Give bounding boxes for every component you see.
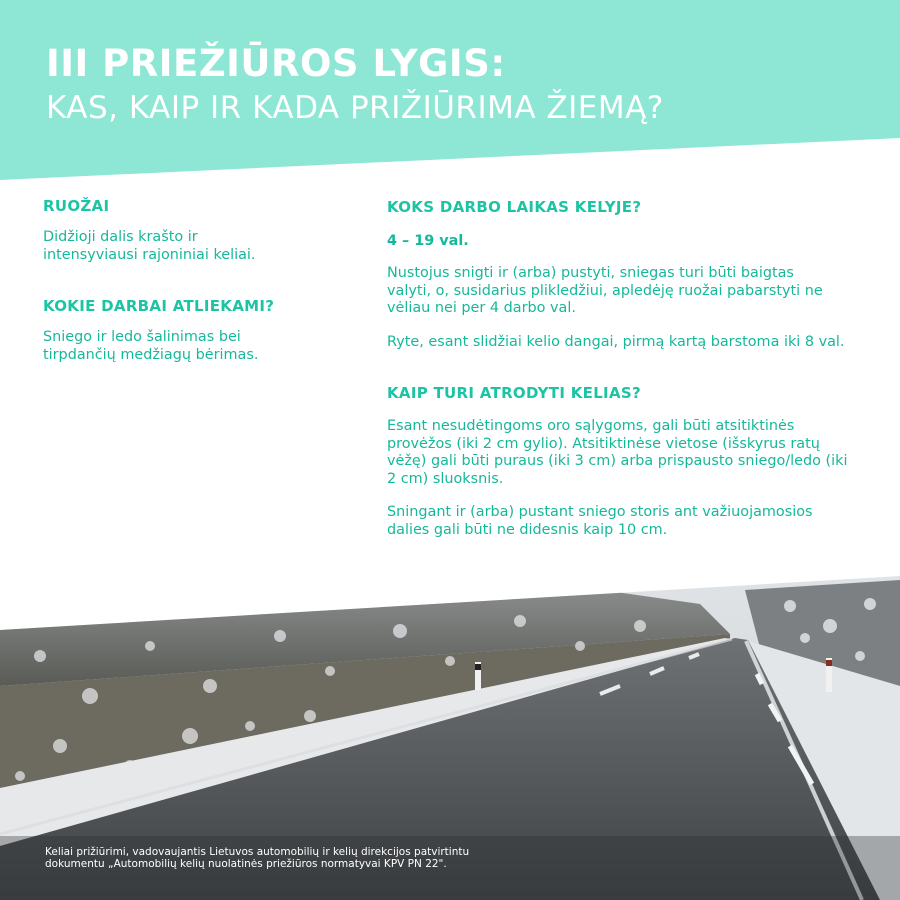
works-heading: KOKIE DARBAI ATLIEKAMI? xyxy=(43,297,275,315)
work-time-paragraph-1 xyxy=(387,265,823,318)
sections-text-line: Didžioji dalis krašto ir xyxy=(43,229,198,245)
page-title: III PRIEŽIŪROS LYGIS: xyxy=(46,42,506,85)
footnote xyxy=(45,846,605,870)
sections-heading: RUOŽAI xyxy=(43,197,110,215)
works-text-line: Sniego ir ledo šalinimas bei xyxy=(43,329,241,345)
paragraph-line: vėžę) gali būti puraus (iki 3 cm) arba prispausto sniego/ledo (iki xyxy=(387,453,848,469)
paragraph-line: dalies gali būti ne didesnis kaip 10 cm. xyxy=(387,521,668,538)
sections-text xyxy=(43,229,256,264)
work-time-paragraph-2: Ryte, esant slidžiai kelio dangai, pirmą kartą barstoma iki 8 val. xyxy=(387,334,845,350)
sections-text-line: intensyviausi rajoniniai keliai. xyxy=(43,246,256,263)
paragraph-line: vėliau nei per 4 darbo val. xyxy=(387,300,576,316)
paragraph-line: provėžos (iki 2 cm gylio). Atsitiktinėse vietose (išskyrus ratų xyxy=(387,435,820,452)
road-look-paragraph-1 xyxy=(387,418,847,488)
work-time-value: 4 – 19 val. xyxy=(387,233,469,249)
footnote-line: Keliai prižiūrimi, vadovaujantis Lietuvos automobilių ir kelių direkcijos patvirtintu xyxy=(45,846,470,858)
paragraph-line: 2 cm) sluoksnis. xyxy=(387,470,504,487)
road-look-paragraph-2 xyxy=(387,504,813,539)
paragraph-line: Esant nesudėtingoms oro sąlygoms, gali būti atsitiktinės xyxy=(387,418,795,434)
paragraph-line: valyti, o, susidarius plikledžiui, apledėję ruožai pabarstyti ne xyxy=(387,282,823,299)
work-time-heading: KOKS DARBO LAIKAS KELYJE? xyxy=(387,198,642,216)
works-text-line: tirpdančių medžiagų bėrimas. xyxy=(43,346,259,363)
road-look-heading: KAIP TURI ATRODYTI KELIAS? xyxy=(387,384,641,402)
works-text xyxy=(43,329,258,364)
page-subtitle: KAS, KAIP IR KADA PRIŽIŪRIMA ŽIEMĄ? xyxy=(46,90,664,126)
paragraph-line: Sningant ir (arba) pustant sniego storis ant važiuojamosios xyxy=(387,504,813,520)
paragraph-line: Nustojus snigti ir (arba) pustyti, sniegas turi būti baigtas xyxy=(387,265,794,281)
footnote-line: dokumentu „Automobilių kelių nuolatinės priežiūros normatyvai KPV PN 22". xyxy=(45,858,447,870)
